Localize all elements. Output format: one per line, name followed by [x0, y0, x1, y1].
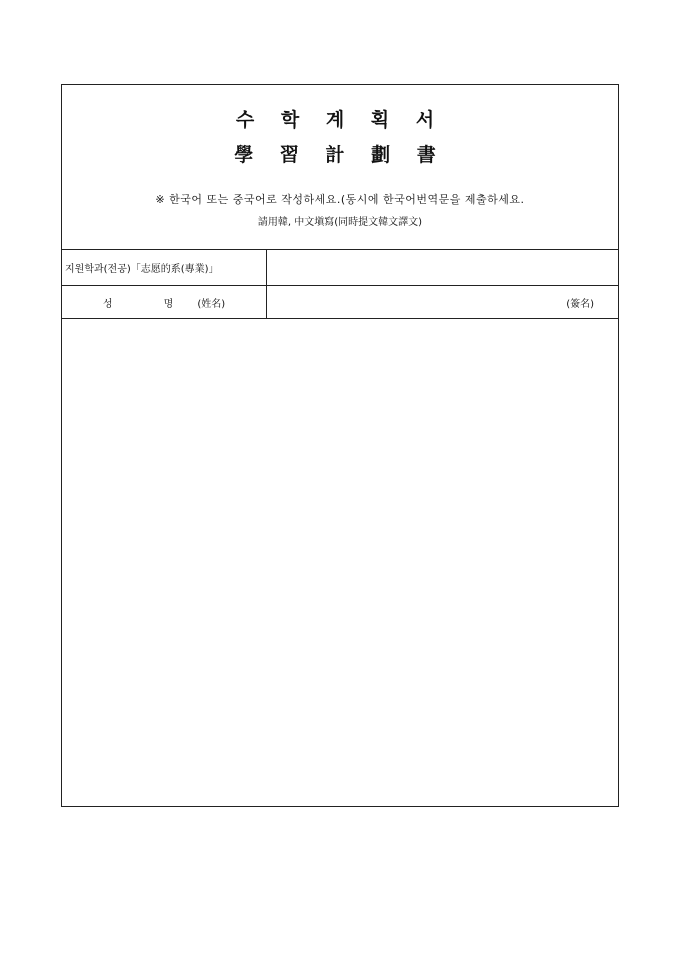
name-label-hanja: (姓名): [197, 298, 226, 310]
instruction-korean: ※ 한국어 또는 중국어로 작성하세요.(동시에 한국어번역문을 제출하세요.: [155, 193, 525, 206]
title-korean: 수 학 계 획 서: [235, 109, 445, 131]
department-label: 지원학과(전공)「志愿的系(專業)」: [62, 250, 267, 285]
instruction-chinese: 請用韓, 中文塡寫(同時提文韓文譯文): [257, 217, 423, 228]
name-row: [62, 286, 618, 319]
study-plan-form: [61, 84, 619, 807]
signature-label: (簽名): [566, 298, 594, 310]
title-hanja: 學 習 計 劃 書: [234, 144, 446, 166]
study-plan-body[interactable]: [62, 319, 618, 806]
department-row: [62, 250, 618, 286]
name-label-korean: 성 명: [102, 298, 198, 310]
department-field[interactable]: [267, 250, 618, 285]
name-label: [62, 286, 267, 318]
form-header: [62, 85, 618, 250]
name-field[interactable]: [267, 286, 618, 318]
